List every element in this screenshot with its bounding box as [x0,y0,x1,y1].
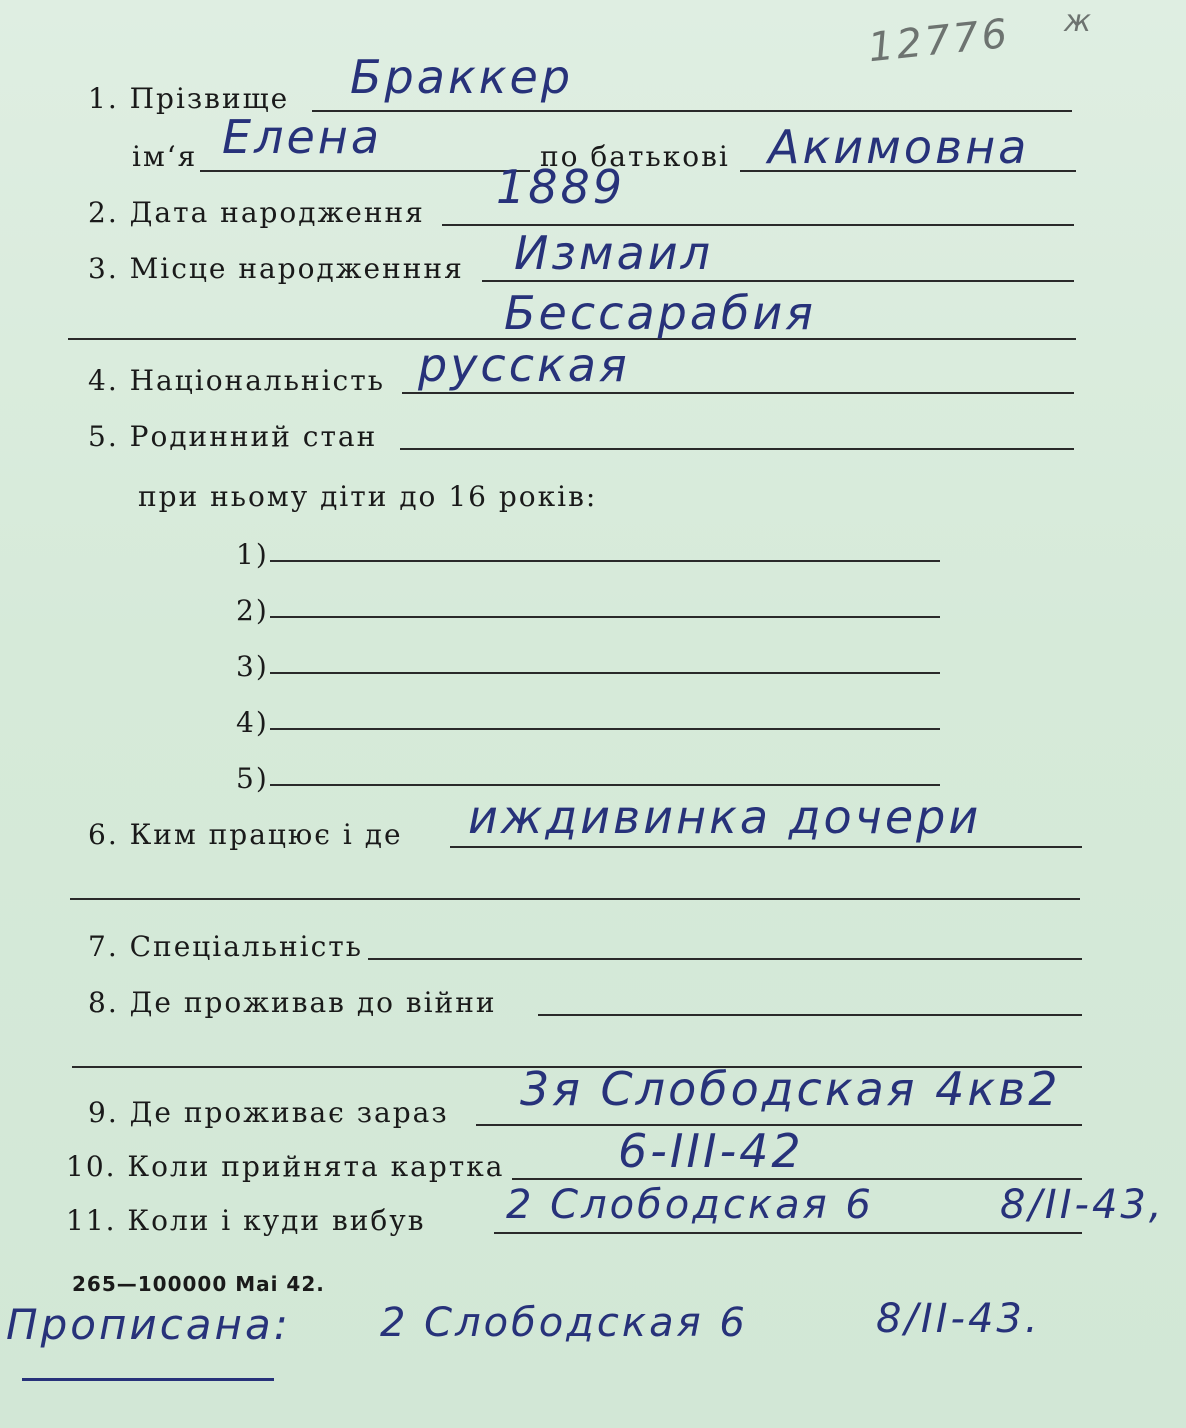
marital-line [400,448,1074,450]
patronymic-label: по батькові [540,140,730,173]
child-slot-4-label: 4) [236,706,269,739]
birth-place-line [482,280,1074,282]
child-slot-4-line [270,728,940,730]
departed-date-value: 8/II-43, [1000,1182,1165,1228]
child-slot-2-line [270,616,940,618]
work-line-2 [70,898,1080,900]
first-name-label: ім‘я [132,140,198,173]
registered-label-underline [22,1378,274,1381]
registered-place-value: 2 Слободская 6 [380,1300,748,1346]
registered-label: Прописана: [6,1300,291,1349]
nationality-label: 4. Національність [88,364,385,397]
child-slot-1-line [270,560,940,562]
work-line [450,846,1082,848]
nationality-line [402,392,1074,394]
birth-place-value-2: Бессарабия [504,286,816,340]
print-imprint: 265—100000 Mai 42. [72,1272,325,1296]
departed-line [494,1232,1082,1234]
children-label: при ньому діти до 16 років: [138,480,598,513]
current-address-value: 3я Слободская 4кв2 [520,1062,1061,1116]
departed-place-value: 2 Слободская 6 [506,1182,874,1228]
surname-value: Браккер [350,50,574,104]
child-slot-5-line [270,784,940,786]
record-number: 12776 [865,10,1013,72]
card-accepted-value: 6-III-42 [618,1124,804,1178]
surname-line [312,110,1072,112]
nationality-value: русская [418,338,630,392]
birth-date-value: 1889 [496,160,626,214]
registered-date-value: 8/II-43. [876,1296,1041,1342]
prewar-line [538,1014,1082,1016]
birth-place-value-1: Измаил [514,226,714,280]
child-slot-1-label: 1) [236,538,269,571]
first-name-value: Елена [222,110,383,164]
patronymic-value: Акимовна [768,120,1030,174]
card-accepted-label: 10. Коли прийнята картка [66,1150,505,1183]
specialty-label: 7. Спеціальність [88,930,363,963]
birth-date-label: 2. Дата народження [88,196,425,229]
record-number-suffix: ж [1064,4,1095,39]
child-slot-3-label: 3) [236,650,269,683]
surname-label: 1. Прізвище [88,82,290,115]
work-label: 6. Ким працює і де [88,818,403,851]
child-slot-5-label: 5) [236,762,269,795]
first-name-line [200,170,530,172]
current-label: 9. Де проживає зараз [88,1096,449,1129]
specialty-line [368,958,1082,960]
departed-label: 11. Коли і куди вибув [66,1204,426,1237]
child-slot-2-label: 2) [236,594,269,627]
prewar-label: 8. Де проживав до війни [88,986,497,1019]
birth-place-label: 3. Місце народженння [88,252,464,285]
child-slot-3-line [270,672,940,674]
card-accepted-line [512,1178,1082,1180]
work-value: иждивинка дочери [468,790,982,844]
marital-label: 5. Родинний стан [88,420,378,453]
